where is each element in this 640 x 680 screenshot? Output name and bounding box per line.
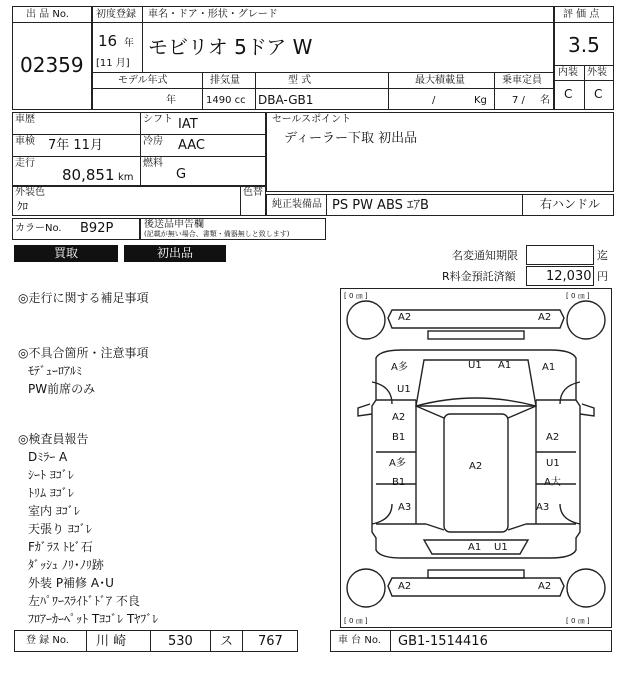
registration-label: 登 録 No. bbox=[26, 635, 69, 646]
max-load-unit: Kg bbox=[474, 95, 487, 106]
sales-point-value: ディーラー下取 初出品 bbox=[284, 131, 418, 146]
color-label: 外装色 bbox=[15, 187, 45, 198]
inspector-notes-title: ◎検査員報告 bbox=[18, 432, 89, 446]
displacement-value: 1490 cc bbox=[206, 95, 246, 106]
mark-lf-fender-1: A多 bbox=[391, 362, 408, 373]
chassis-label: 車 台 No. bbox=[338, 635, 381, 646]
first-reg-year: 16 bbox=[98, 32, 118, 50]
defect-notes-title: ◎不具合箇所・注意事項 bbox=[18, 346, 149, 360]
handle-value: 右ハンドル bbox=[540, 197, 601, 211]
exterior-label: 外装 bbox=[587, 67, 607, 78]
type-label: 型 式 bbox=[288, 75, 312, 86]
interior-label: 内装 bbox=[558, 67, 578, 78]
name-change-box bbox=[526, 245, 594, 265]
first-reg-month: [11 月] bbox=[96, 58, 130, 69]
color-no-value: B92P bbox=[80, 221, 114, 236]
model-year-unit: 年 bbox=[166, 95, 176, 106]
shaken-value: 7年 11月 bbox=[48, 138, 103, 153]
mark-front-bumper-l: A2 bbox=[398, 312, 412, 323]
inspector-item: Dﾐﾗｰ A bbox=[28, 450, 68, 464]
mark-r-front-door: A2 bbox=[546, 432, 560, 443]
mark-lf-fender-2: U1 bbox=[397, 384, 411, 395]
corner-tl: [ 0 ㎝ ] bbox=[344, 292, 368, 300]
mark-rear-bumper-r: A2 bbox=[538, 581, 552, 592]
inspector-item: 左ﾊﾟﾜｰｽﾗｲﾄﾞﾄﾞｱ 不良 bbox=[28, 594, 140, 608]
car-diagram bbox=[340, 288, 612, 628]
mark-roof: A2 bbox=[469, 461, 483, 472]
mileage-unit: km bbox=[118, 172, 134, 183]
first-reg-label: 初度登録 bbox=[96, 9, 136, 20]
model-year-label: モデル年式 bbox=[118, 75, 168, 86]
inspector-item: ﾄﾘﾑ ﾖｺﾞﾚ bbox=[28, 486, 74, 500]
equipment-label: 純正装備品 bbox=[272, 199, 322, 210]
corner-br: [ 0 ㎝ ] bbox=[566, 617, 590, 625]
inspector-item: ﾌﾛｱｰｶｰﾍﾟｯﾄ Tﾖｺﾞﾚ Tﾔﾌﾞﾚ bbox=[28, 612, 159, 626]
declaration-label: 後送品申告欄 bbox=[144, 219, 204, 230]
mark-rf-fender: A1 bbox=[542, 362, 556, 373]
ac-value: AAC bbox=[178, 138, 205, 153]
mark-r-rear-door-1: U1 bbox=[546, 458, 560, 469]
lot-label: 出 品 No. bbox=[26, 9, 69, 20]
ac-label: 冷房 bbox=[143, 136, 163, 147]
score-value: 3.5 bbox=[568, 33, 600, 57]
mark-tail-r: U1 bbox=[494, 542, 508, 553]
history-label: 車歴 bbox=[15, 114, 35, 125]
capacity-label: 乗車定員 bbox=[502, 75, 542, 86]
registration-kana: ス bbox=[220, 634, 234, 649]
inspector-item: ｼｰﾄ ﾖｺﾞﾚ bbox=[28, 468, 74, 482]
mileage-label: 走行 bbox=[15, 158, 35, 169]
type-value: DBA-GB1 bbox=[258, 93, 314, 107]
driving-notes-title: ◎走行に関する補足事項 bbox=[18, 291, 149, 305]
mark-rear-bumper-l: A2 bbox=[398, 581, 412, 592]
recycle-value: 12,030 bbox=[546, 269, 592, 284]
inspector-item: Fｶﾞﾗｽ ﾄﾋﾞ石 bbox=[28, 540, 93, 554]
mark-l-rear-door-1: A多 bbox=[389, 458, 406, 469]
defect-item: PW前席のみ bbox=[28, 382, 96, 396]
interior-grade: C bbox=[564, 87, 573, 101]
mark-l-front-door-1: A2 bbox=[392, 412, 406, 423]
car-name-label: 車名・ドア・形状・グレード bbox=[148, 9, 278, 20]
chassis-number: GB1-1514416 bbox=[398, 634, 488, 649]
inspector-item: 天張り ﾖｺﾞﾚ bbox=[28, 522, 92, 536]
sales-point-label: セールスポイント bbox=[272, 114, 352, 125]
registration-place: 川 崎 bbox=[96, 634, 127, 649]
mark-l-quarter: A3 bbox=[398, 502, 412, 513]
first-reg-year-unit: 年 bbox=[124, 38, 134, 49]
max-load-sep: / bbox=[432, 95, 436, 106]
purchase-bar: 買取 bbox=[14, 245, 118, 262]
mark-hood-r: A1 bbox=[498, 360, 512, 371]
capacity-value: 7 / bbox=[512, 95, 525, 106]
shaken-label: 車検 bbox=[15, 136, 35, 147]
mark-l-rear-door-2: B1 bbox=[392, 477, 406, 488]
recycle-label: R料金預託済額 bbox=[442, 270, 516, 283]
lot-number: 02359 bbox=[20, 53, 84, 77]
registration-class: 530 bbox=[168, 634, 193, 649]
score-label: 評 価 点 bbox=[563, 9, 600, 20]
mark-hood-l: U1 bbox=[468, 360, 482, 371]
displacement-label: 排気量 bbox=[210, 75, 240, 86]
name-change-unit: 迄 bbox=[597, 249, 608, 262]
fuel-value: G bbox=[176, 167, 187, 182]
mark-r-quarter: A3 bbox=[536, 502, 550, 513]
shift-value: IAT bbox=[178, 117, 198, 132]
recycle-unit: 円 bbox=[597, 270, 608, 283]
max-load-label: 最大積載量 bbox=[415, 75, 465, 86]
defect-item: ﾓﾃﾞｭｰﾛｱﾙﾐ bbox=[28, 364, 83, 378]
corner-tr: [ 0 ㎝ ] bbox=[566, 292, 590, 300]
mark-l-front-door-2: B1 bbox=[392, 432, 406, 443]
name-change-label: 名変通知期限 bbox=[452, 249, 518, 262]
color-box bbox=[12, 186, 266, 216]
first-listing-bar: 初出品 bbox=[124, 245, 226, 262]
equipment-value: PS PW ABS ｴｱB bbox=[332, 198, 429, 213]
inspector-item: 外装 P補修 A･U bbox=[28, 576, 114, 590]
declaration-note: (記載が無い場合、書類・備器無しと致します) bbox=[144, 230, 290, 238]
inspector-item: 室内 ﾖｺﾞﾚ bbox=[28, 504, 80, 518]
fuel-label: 燃料 bbox=[143, 158, 163, 169]
mark-front-bumper-r: A2 bbox=[538, 312, 552, 323]
color-change-label: 色替 bbox=[243, 187, 263, 198]
shift-label: シフト bbox=[143, 114, 173, 125]
mark-r-rear-door-2: A大 bbox=[544, 477, 561, 488]
inspector-item: ﾀﾞｯｼｭ ﾉﾘ･ﾉﾘ跡 bbox=[28, 558, 104, 572]
corner-bl: [ 0 ㎝ ] bbox=[344, 617, 368, 625]
mileage-value: 80,851 bbox=[62, 166, 115, 184]
car-name: モビリオ 5ドア W bbox=[148, 35, 313, 59]
color-value: ｸﾛ bbox=[17, 200, 28, 213]
registration-number: 767 bbox=[258, 634, 283, 649]
exterior-grade: C bbox=[594, 87, 603, 101]
mark-tail-l: A1 bbox=[468, 542, 482, 553]
capacity-unit: 名 bbox=[540, 95, 550, 106]
color-no-label: カラーNo. bbox=[15, 223, 62, 234]
